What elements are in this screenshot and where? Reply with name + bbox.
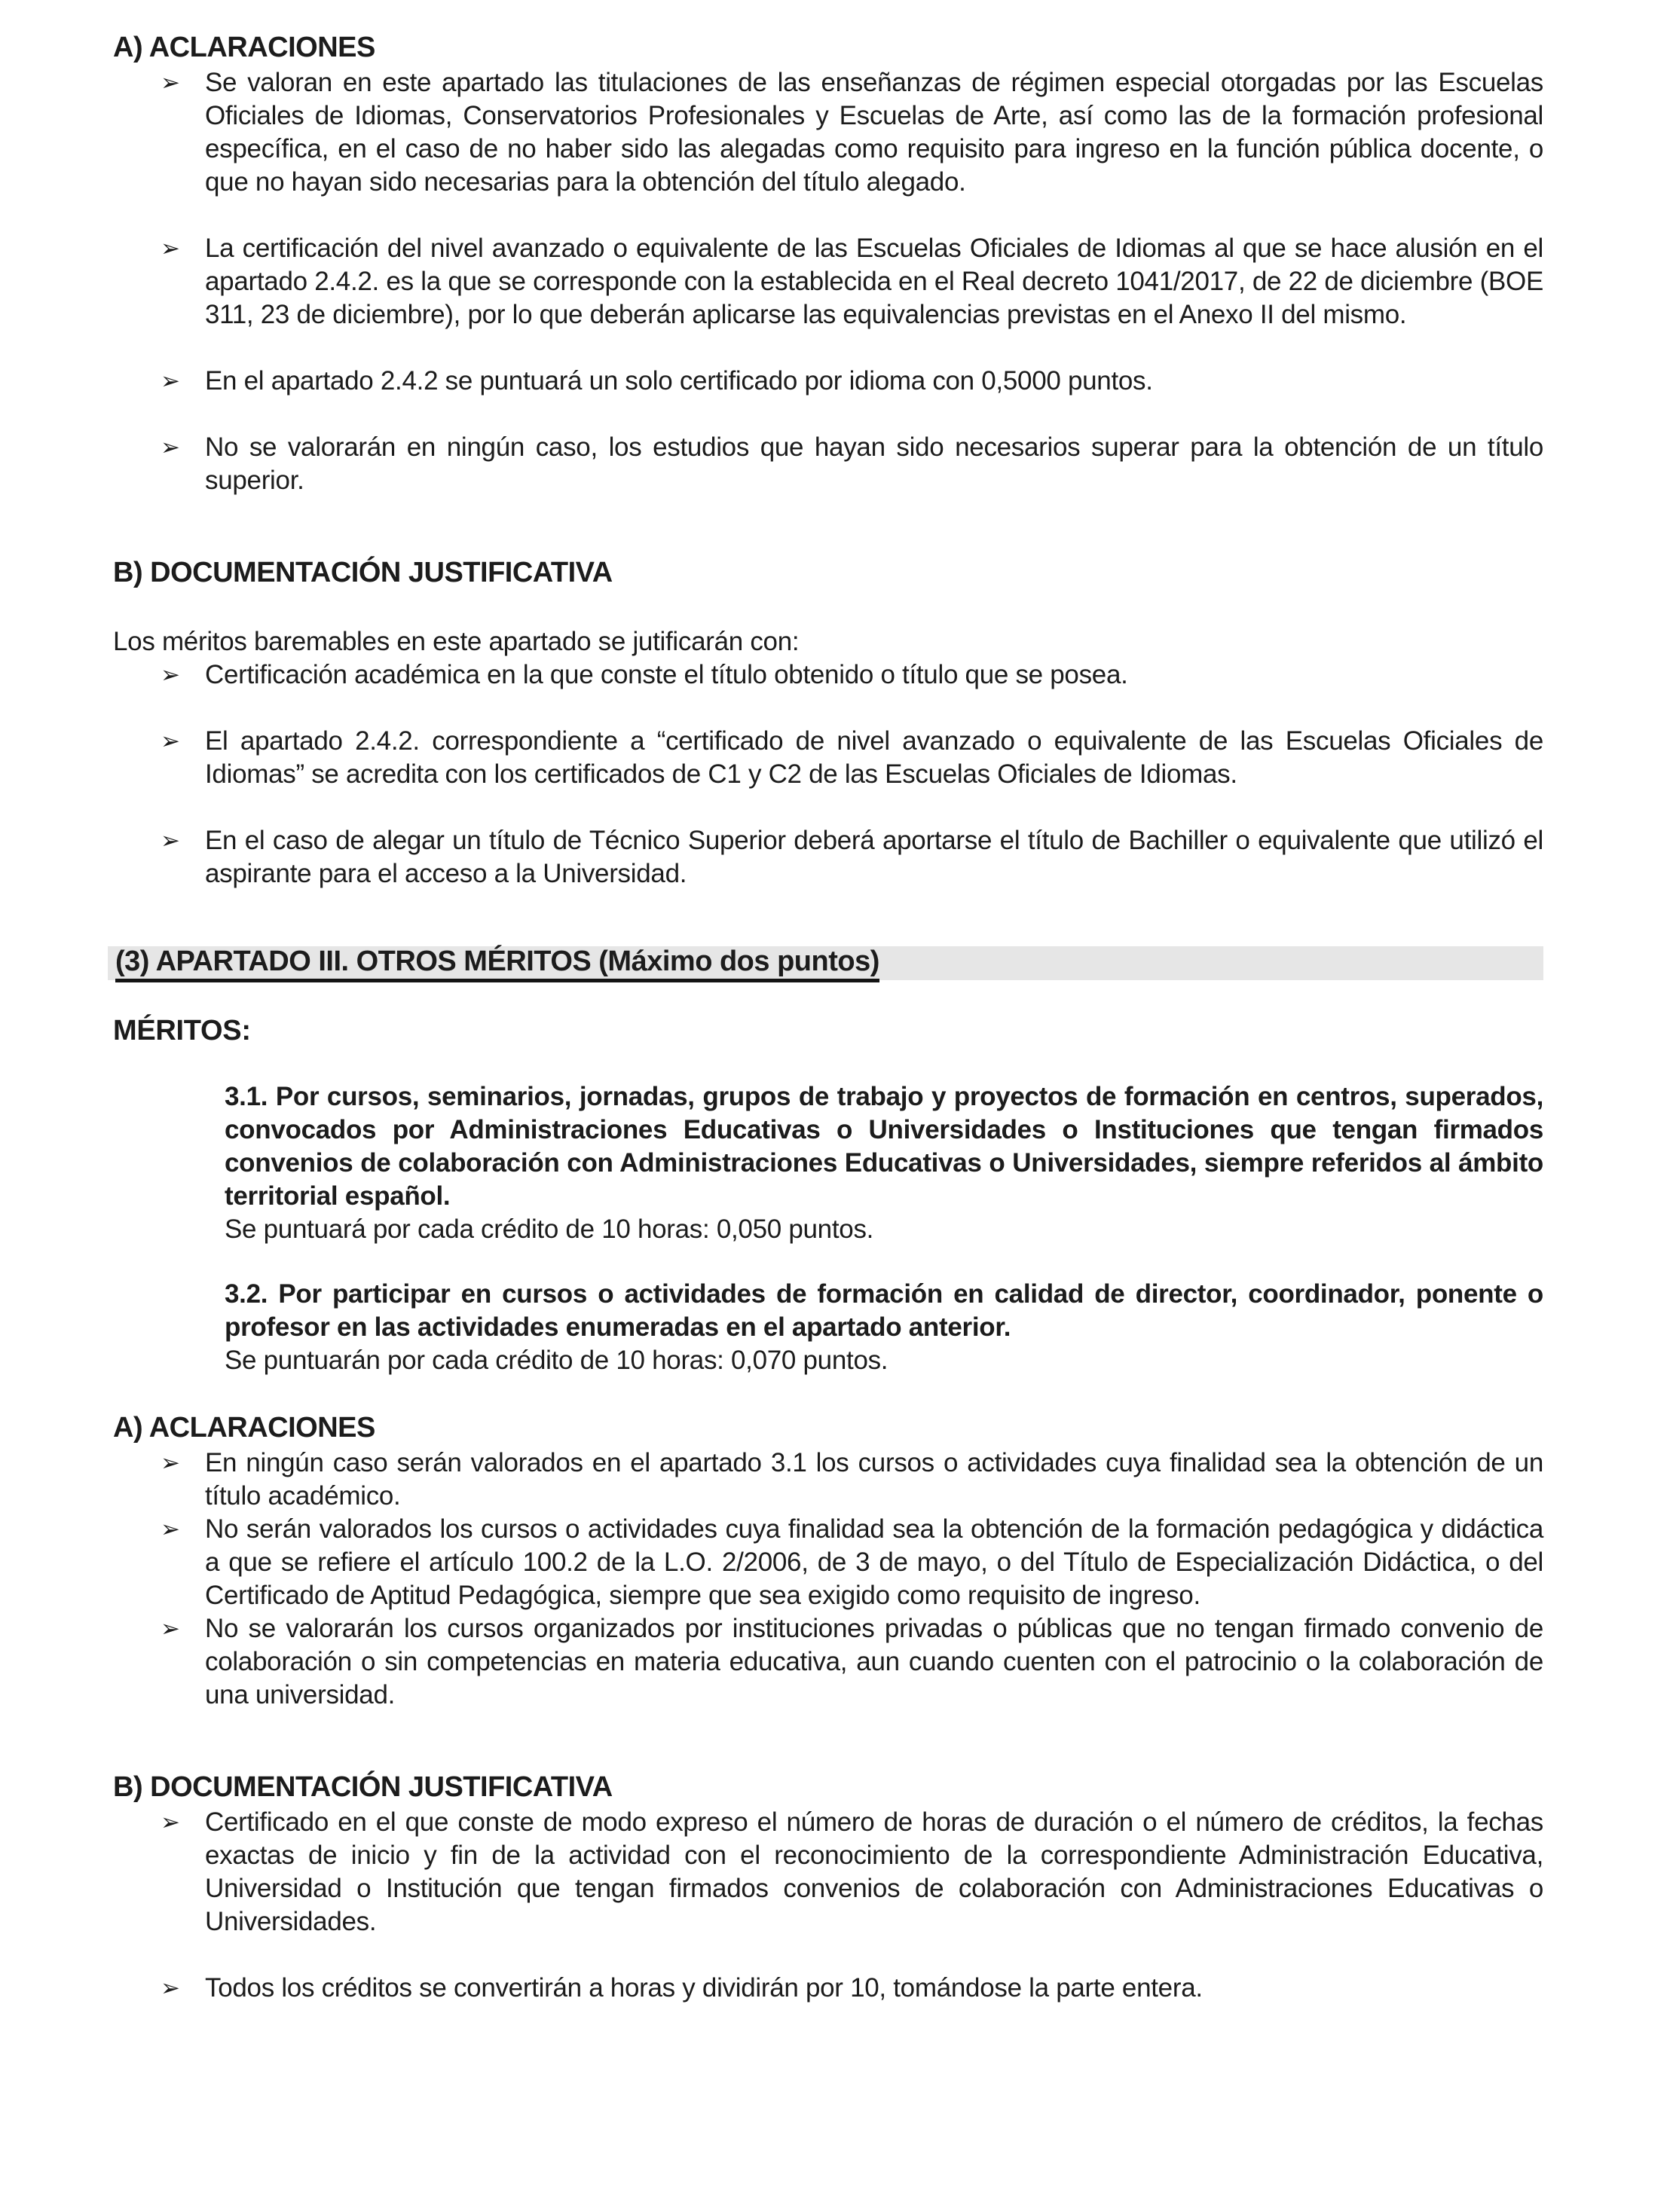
bullet-arrow-icon: ➢ [161,1450,180,1476]
bullet-text: En el caso de alegar un título de Técnico Superior deberá aportarse el título de Bachiller o equivalente que utilizó el aspirante para el acceso a la Universidad. [205,826,1543,888]
meritos-label: MÉRITOS: [113,1015,251,1046]
list-item [113,658,1543,692]
heading-aclaraciones-1: A) ACLARACIONES [113,32,375,63]
documentacion-1-intro: Los méritos baremables en este apartado se jutificarán con: [113,627,800,656]
section-3-heading: (3) APARTADO III. OTROS MÉRITOS (Máximo dos puntos) [115,945,879,982]
bullet-text: Certificación académica en la que conste el título obtenido o título que se posea. [205,660,1128,689]
merit-item-3-2-text: 3.2. Por participar en cursos o actividades de formación en calidad de director, coordinador, ponente o profesor en las actividades enumeradas en el apartado anterior. [225,1279,1543,1342]
bullet-arrow-icon: ➢ [161,434,180,460]
bullet-text: La certificación del nivel avanzado o equivalente de las Escuelas Oficiales de Idiomas al que se hace alusión en el apartado 2.4.2. es la que se corresponde con la establecida en el Real decreto 1041/2017, de 22 de diciembre (BOE 311, 23 de diciembre), por lo que deberán aplicarse las equivalencias previstas en el Anexo II del mismo. [205,234,1543,329]
section-3-highlight-bar [108,946,1543,980]
bullet-arrow-icon: ➢ [161,728,180,754]
bullet-text: Todos los créditos se convertirán a horas y dividirán por 10, tomándose la parte entera. [205,1973,1203,2003]
merit-item-3-2-score: Se puntuarán por cada crédito de 10 horas: 0,070 puntos. [225,1346,888,1375]
list-item [113,1612,1543,1712]
list-item [113,1447,1543,1513]
list-item [113,725,1543,791]
list-item [113,365,1543,398]
bullet-arrow-icon: ➢ [161,827,180,854]
list-item [113,1972,1543,2005]
bullet-arrow-icon: ➢ [161,368,180,394]
list-item [113,431,1543,497]
bullet-text: En el apartado 2.4.2 se puntuará un solo certificado por idioma con 0,5000 puntos. [205,366,1153,396]
list-item [113,1806,1543,1939]
aclaraciones-2-list [113,1447,1543,1712]
merit-item-3-1-text: 3.1. Por cursos, seminarios, jornadas, grupos de trabajo y proyectos de formación en centros, superados, convocados por Administraciones Educativas o Universidades o Instituciones que tengan firmados convenios de colaboración con Administraciones Educativas o Universidades, siempre referidos al ámbito territorial español. [225,1082,1543,1211]
heading-aclaraciones-2: A) ACLARACIONES [113,1412,375,1444]
bullet-text: En ningún caso serán valorados en el apartado 3.1 los cursos o actividades cuya finalidad sea la obtención de un título académico. [205,1448,1543,1511]
bullet-arrow-icon: ➢ [161,1809,180,1835]
bullet-text: El apartado 2.4.2. correspondiente a “certificado de nivel avanzado o equivalente de las Escuelas Oficiales de Idiomas” se acredita con los certificados de C1 y C2 de las Escuelas Oficiales de Idiomas. [205,726,1543,789]
bullet-text: No se valorarán en ningún caso, los estudios que hayan sido necesarios superar para la obtención de un título superior. [205,432,1543,495]
documentacion-2-list [113,1806,1543,2005]
aclaraciones-1-list [113,66,1543,497]
bullet-text: No serán valorados los cursos o actividades cuya finalidad sea la obtención de la formación pedagógica y didáctica a que se refiere el artículo 100.2 de la L.O. 2/2006, de 3 de mayo, o del Título de Especialización Didáctica, o del Certificado de Aptitud Pedagógica, siempre que sea exigido como requisito de ingreso. [205,1514,1543,1610]
bullet-arrow-icon: ➢ [161,1975,180,2001]
list-item [113,66,1543,199]
bullet-arrow-icon: ➢ [161,661,180,688]
merit-item-3-1 [225,1080,1543,1246]
bullet-arrow-icon: ➢ [161,69,180,96]
bullet-text: Se valoran en este apartado las titulaciones de las enseñanzas de régimen especial otorgadas por las Escuelas Oficiales de Idiomas, Conservatorios Profesionales y Escuelas de Arte, así como las de la formación profesional específica, en el caso de no haber sido las alegadas como requisito para ingreso en la función pública docente, o que no hayan sido necesarias para la obtención del título alegado. [205,68,1543,197]
bullet-arrow-icon: ➢ [161,1516,180,1542]
list-item [113,1513,1543,1612]
bullet-text: Certificado en el que conste de modo expreso el número de horas de duración o el número de créditos, la fechas exactas de inicio y fin de la actividad con el reconocimiento de la correspondiente Administración Educativa, Universidad o Institución que tengan firmados convenios de colaboración con Administraciones Educativas o Universidades. [205,1807,1543,1936]
list-item [113,232,1543,331]
heading-documentacion-1: B) DOCUMENTACIÓN JUSTIFICATIVA [113,557,613,588]
bullet-arrow-icon: ➢ [161,1615,180,1642]
documentacion-1-list [113,658,1543,891]
heading-documentacion-2: B) DOCUMENTACIÓN JUSTIFICATIVA [113,1771,613,1803]
list-item [113,824,1543,891]
merit-item-3-1-score: Se puntuará por cada crédito de 10 horas: 0,050 puntos. [225,1214,874,1244]
merit-item-3-2 [225,1278,1543,1377]
bullet-text: No se valorarán los cursos organizados por instituciones privadas o públicas que no tengan firmado convenio de colaboración o sin competencias en materia educativa, aun cuando cuenten con el patrocinio o la colaboración de una universidad. [205,1614,1543,1709]
bullet-arrow-icon: ➢ [161,235,180,261]
